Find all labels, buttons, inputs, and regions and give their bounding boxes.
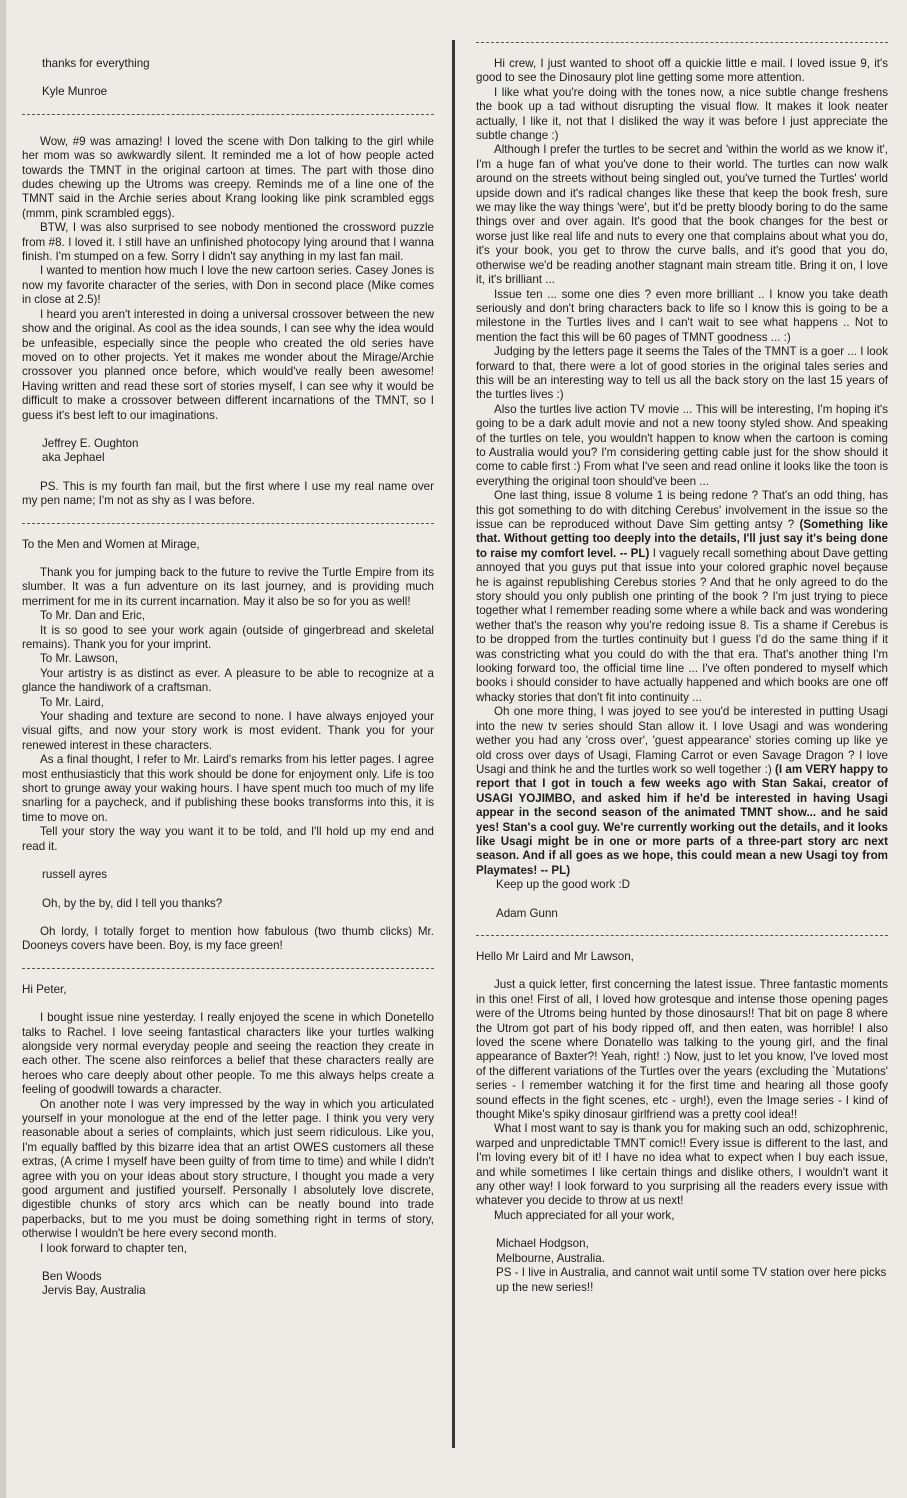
letter-text: I vaguely recall something about Dave getting annoyed that you guys put that issue into your colored graphic novel beçause he is against republishing Cerebus stories ? And that he only agreed to do the story should you only publish one printing of the book ? I'm just trying to piece together what I remember reading some where a while back and was wondering wether that's the reason why you're redoing issue 8. Tis a shame if Cerebus is to be dropped from the turtles continuity but I guess I'd do the same thing if it was constricting what you could do with the that era. That's another thing I'm looking forward too, the official time line ... I've often pondered to myself which books i should consider to have actually happened and which books are one off whacky stories that don't fit into continuity ... (476, 546, 888, 704)
letter5-paragraph: Judging by the letters page it seems the Tales of the TMNT is a goer ... I look forward to that, there were a lot of good stories in the original tales series and this will be an interesting way to tell us all the back story on the last 15 years of the turtles lives :) (476, 345, 888, 402)
letter3-salutation: To the Men and Women at Mirage, (22, 537, 200, 551)
letter2-paragraph: I wanted to mention how much I love the new cartoon series. Casey Jones is now my favorite character of the series, with Don in second place (Mike comes in close at 2.5)! (22, 264, 434, 307)
letter6-salutation: Hello Mr Laird and Mr Lawson, (476, 949, 634, 963)
letter6-author: Michael Hodgson, (496, 1237, 589, 1251)
letter4-author: Ben Woods (42, 1270, 102, 1284)
letter5-paragraph: Hi crew, I just wanted to shoot off a quickie little e mail. I loved issue 9, it's good to see the Dinosaury plot line getting some more attention. (476, 57, 888, 85)
letter2-paragraph: BTW, I was also surprised to see nobody mentioned the crossword puzzle from #8. I loved it. I still have an unfinished photocopy lying around that I wanna finish. I'm stumped on a few. Sorry I didn't say anything in my last fan mail. (22, 221, 434, 264)
letter6-paragraph: What I most want to say is thank you for making such an odd, schizophrenic, warped and unpredictable TMNT comic!! Every issue is different to the last, and I'm loving every bit of it! I have no idea what to expect when I buy each issue, and while sometimes I like certain things and dislike others, I wouldn't want it any other way! I look forward to you surprising all the readers every issue with whatever you decide to throw at us next! (476, 1122, 888, 1208)
letter3-address: To Mr. Lawson, (40, 652, 118, 666)
letter3-paragraph: Thank you for jumping back to the future to revive the Turtle Empire from its slumber. It was a fun adventure on its last journey, and is providing much merriment for me in its current incarnation. May it also be so for you as well! (22, 565, 434, 608)
letter5-paragraph: Also the turtles live action TV movie ... This will be interesting, I'm hoping it's going to be a dark adult movie and not a new toony styled show. And speaking of the turtles on tele, you wouldn't happen to know when the cartoon is coming to Australia would you? I'm considering getting cable just for the show should it come to cable first :) From what I've seen and read online it looks like the toon is everything the original toon should've been ... (476, 402, 888, 488)
letter5-paragraph (476, 705, 888, 878)
letter3-author: russell ayres (42, 868, 108, 882)
letter5-paragraph: I like what you're doing with the tones now, a nice subtle change freshens the book up a tad without disrupting the visual flow. It makes it look neater actually, I like it, not that I disliked the way it was before I just appreciate the subtle change :) (476, 85, 888, 143)
letter2-aka: aka Jephael (42, 451, 105, 465)
letter2-author: Jeffrey E. Oughton (42, 436, 139, 450)
letter4-paragraph: I look forward to chapter ten, (40, 1241, 187, 1255)
letter2-ps: PS. This is my fourth fan mail, but the first where I use my real name over my pen name; I'm not as shy as I was before. (22, 479, 434, 508)
editor-reply: (Something like that. Without getting too deeply into the details, I'll just say it's being done to raise my comfort level. -- PL) (476, 518, 888, 560)
letter5-paragraph (476, 489, 888, 705)
letter3-ps: Oh lordy, I totally forget to mention how fabulous (two thumb clicks) Mr. Dooneys covers have been. Boy, is my face green! (22, 924, 434, 953)
letter6-ps: PS - I live in Australia, and cannot wait until some TV station over here picks up the new series!! (496, 1266, 887, 1294)
letter-text: One last thing, issue 8 volume 1 is being redone ? That's an odd thing, has this got something to do with ditching Cerebus' involvement in the issue so the issue can be reproduced without Dave Sim getting antsy ? (476, 489, 888, 531)
letter3-ps: Oh, by the by, did I tell you thanks? (42, 896, 223, 910)
letter4-location: Jervis Bay, Australia (42, 1284, 146, 1298)
letter3-address: To Mr. Laird, (40, 695, 104, 709)
left-column (22, 0, 434, 1299)
letter4-salutation: Hi Peter, (22, 982, 67, 996)
letter3-paragraph: Tell your story the way you want it to be told, and I'll hold up my end and read it. (22, 825, 434, 853)
letter2-paragraph: I heard you aren't interested in doing a universal crossover between the new show and the original. As cool as the idea sounds, I can see why the idea would be unfeasible, especially since the people who created the old series have moved on to other projects. Yet it makes me wonder about the Mirage/Archie crossover you planned once before, which would've really been awesome! Having written and read these sort of stories myself, I can see why it would be difficult to make a crossover between different incarnations of the TMNT, so I guess it's best left to our imaginations. (22, 307, 434, 422)
letter3-paragraph: Your artistry is as distinct as ever. A pleasure to be able to recognize at a glance the handiwork of a craftsman. (22, 666, 434, 695)
letter2-paragraph: Wow, #9 was amazing! I loved the scene with Don talking to the girl while her mom was so awkwardly silent. It reminded me a lot of how people acted towards the TMNT in the original cartoon at times. The part with those dino dudes chewing up the Utroms was creepy. Reminds me of a line one of the TMNT said in the Archie series about Krang looking like pink scrambled eggs (mmm, pink scrambled eggs). (22, 134, 434, 220)
letter-text: Oh one more thing, I was joyed to see you'd be interested in putting Usagi into the new tv series should Stan allow it. I love Usagi and was wondering wether you had any 'cross over', 'guest appearance' stories coming up like ye old cross over days of Usagi, Flaming Carrot or even Savage Dragon ? I love Usagi and think he and the turtles work so well together :) (476, 705, 888, 776)
letter3-address: To Mr. Dan and Eric, (40, 609, 146, 623)
letter5-paragraph: Issue ten ... some one dies ? even more brilliant .. I know you take death seriously and don't bring characters back to life so I know this is going to be a milestone in the Turtles lives and I can't wait to see what happens .. Not to mention the fact this will be 60 pages of TMNT goodness ... :) (476, 287, 888, 344)
right-column (476, 0, 888, 1295)
letter3-paragraph: It is so good to see your work again (outside of gingerbread and skeletal remains). Thank you for your imprint. (22, 623, 434, 651)
letter1-author: Kyle Munroe (42, 85, 108, 99)
letter5-author: Adam Gunn (496, 906, 558, 920)
letter4-paragraph: I bought issue nine yesterday. I really enjoyed the scene in which Donetello talks to Rachel. I love seeing fantastical characters like your turtles walking alongside very normal everyday people and seeing the reaction they create in each other. The scene also reinforces a belief that these characters really are heroes who care deeply about other people. To me this always helps create a feeling of goodwill towards a character. (22, 1011, 434, 1097)
editor-reply: (I am VERY happy to report that I got in touch a few weeks ago with Stan Sakai, creator of USAGI YOJIMBO, and asked him if he'd be interested in having Usagi appear in the second season of the animated TMNT show... and he said yes! Stan's a cool guy. We're currently working out the details, and it looks like Usagi might be in one or more parts of a three-part story arc next season. And if all goes as we hope, this could mean a new Usagi toy from Playmates! -- PL) (476, 762, 888, 877)
letter3-paragraph: Your shading and texture are second to none. I have always enjoyed your visual gifts, and now your story work is most evident. Thank you for your renewed interest in these characters. (22, 710, 434, 752)
page-edge-shadow (0, 0, 6, 1498)
letter3-paragraph: As a final thought, I refer to Mr. Laird's remarks from his letter pages. I agree most enthusiasticly that this work should be done for enjoyment only. Life is too short to grunge away your waking hours. I have spent much too much of my life snarling for a paycheck, and if publishing these books transforms into this, it is time to move on. (22, 753, 434, 824)
letter6-paragraph: Much appreciated for all your work, (494, 1208, 675, 1222)
letter6-location: Melbourne, Australia. (496, 1251, 605, 1265)
column-divider (452, 40, 455, 1448)
letter4-paragraph: On another note I was very impressed by the way in which you articulated yourself in your monologue at the end of the letter page. I think you very very reasonable about a series of complaints, which just seem ridiculous. Like you, I'm equally baffled by this bizarre idea that an artist OWES customers all these extras, (A crime I myself have been guilty of from time to time) and while I didn't agree with you on your ideas about story structure, I thought you made a very good argument and justified yourself. Personally I absolutely love discrete, digestible chunks of story arcs which can be neatly bound into trade paperbacks, but to me you must be doing something right in terms of story, otherwise I wouldn't be here every second month. (22, 1097, 434, 1241)
letter5-paragraph: Although I prefer the turtles to be secret and 'within the world as we know it', I'm a huge fan of what you've done to their world. The turtles can now walk around on the streets without being singled out, you've turned the Turtles' world upside down and it's radical changes like these that keep the book fresh, sure we may like the way things 'were', but it'd be pretty bloody boring to do the same things over and over again. It's good that the book changes for the best or worse just like real life and nuts to every one that complains about what you do, it's your book, you get to throw the curve balls, and it's good that you do, otherwise we'd be reading another stagnant main stream title. Bring it on, I love it, it's brilliant ... (476, 143, 888, 287)
letter5-signoff: Keep up the good work :D (496, 878, 631, 892)
letter1-closing: thanks for everything (42, 57, 150, 70)
letter6-paragraph: Just a quick letter, first concerning the latest issue. Three fantastic moments in this one! First of all, I loved how grotesque and intense those opening pages were of the Utroms being hunted by those dinosaurs!! That bit on page 8 where the Utrom got part of his body ripped off, and then eaten, was horrible! I also loved the scene where Donatello was talking to the young girl, and the final appearance of Baxter?! Yeah, right! :) Now, just to let you know, I've loved most of the different variations of the Turtles over the years (excluding the `Mutations' series - I remember watching it for the first time and hearing all those goofy sound effects in the fight scenes, etc - urgh!), even the Image series - I kind of thought Mike's spiky dinosaur girlfriend was a pretty cool idea!! (476, 978, 888, 1122)
